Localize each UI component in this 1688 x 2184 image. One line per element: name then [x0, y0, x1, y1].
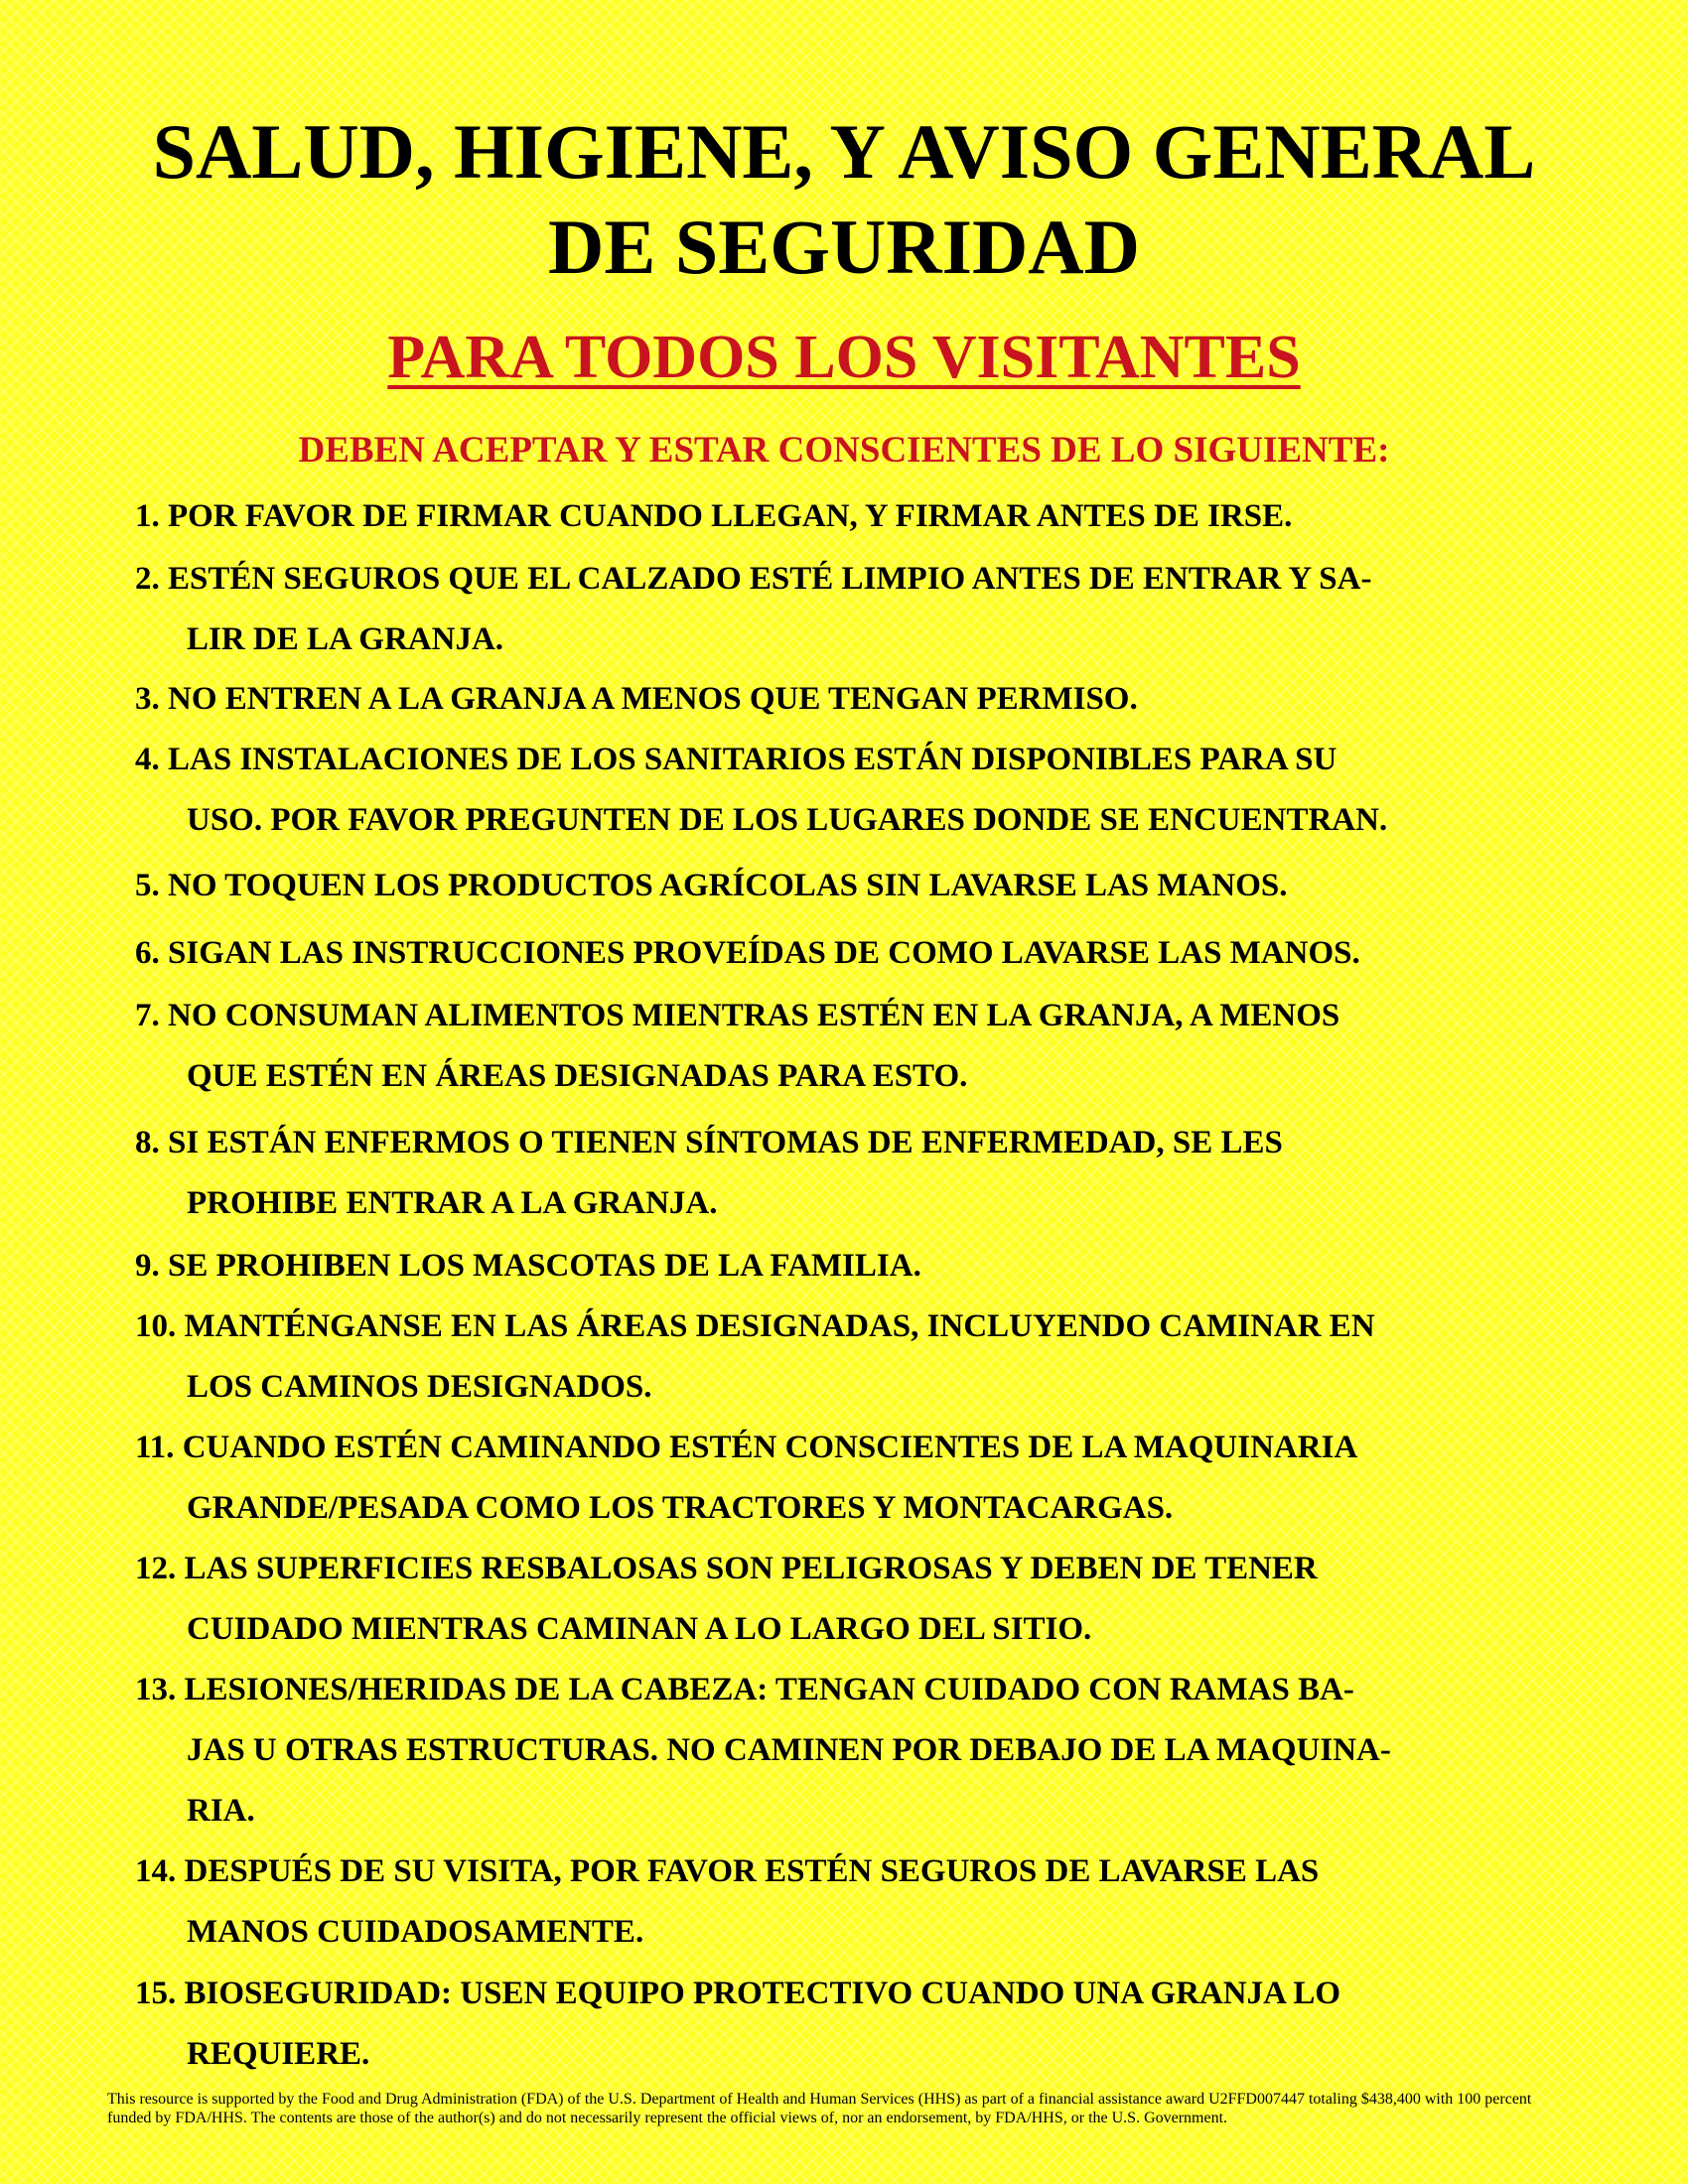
rule-number: 13. [135, 1672, 177, 1707]
title-line-1: SALUD, HIGIENE, Y AVISO GENERAL [152, 108, 1536, 195]
rule-text: SIGAN LAS INSTRUCCIONES PROVEÍDAS DE COMO LAVARSE LAS MANOS. [168, 935, 1360, 971]
rule-text: CUANDO ESTÉN CAMINANDO ESTÉN CONSCIENTES DE LA MAQUINARIA [182, 1430, 1358, 1465]
rule-text: ESTÉN SEGUROS QUE EL CALZADO ESTÉ LIMPIO ANTES DE ENTRAR Y SA- [168, 561, 1372, 597]
rule-text: LAS SUPERFICIES RESBALOSAS SON PELIGROSAS Y DEBEN DE TENER [184, 1551, 1318, 1586]
funding-disclaimer: This resource is supported by the Food and Drug Administration (FDA) of the U.S. Department of Health and Human Services (HHS) as part of a financial assistance award U2FFD007447 totaling $438,400 with 100 percent funded by FDA/HHS. The contents are those of the author(s) and do not necessarily represent the official views of, nor an endorsement, by FDA/HHS, or the U.S. Government. [107, 2091, 1532, 2126]
rule-text: NO CONSUMAN ALIMENTOS MIENTRAS ESTÉN EN LA GRANJA, A MENOS [168, 998, 1340, 1033]
rule-text: NO ENTREN A LA GRANJA A MENOS QUE TENGAN PERMISO. [168, 681, 1138, 717]
rule-text-continued: REQUIERE. [187, 2036, 370, 2072]
rule-item-3 [135, 669, 1605, 730]
rule-text-continued: LOS CAMINOS DESIGNADOS. [187, 1369, 652, 1405]
rule-text-continued: RIA. [187, 1793, 255, 1829]
rule-item-13 [135, 1660, 1605, 1842]
rule-number: 12. [135, 1551, 177, 1586]
rule-number: 14. [135, 1853, 177, 1889]
poster-title [0, 104, 1688, 295]
rule-text: SI ESTÁN ENFERMOS O TIENEN SÍNTOMAS DE ENFERMEDAD, SE LES [168, 1125, 1283, 1160]
rule-item-10 [135, 1297, 1605, 1418]
rule-text-continued: USO. POR FAVOR PREGUNTEN DE LOS LUGARES DONDE SE ENCUENTRAN. [187, 802, 1388, 838]
rule-item-8 [135, 1113, 1605, 1234]
rule-number: 3. [135, 681, 160, 717]
rule-text-continued: MANOS CUIDADOSAMENTE. [187, 1914, 644, 1950]
rule-text-continued: GRANDE/PESADA COMO LOS TRACTORES Y MONTACARGAS. [187, 1490, 1174, 1526]
rule-text-continued: CUIDADO MIENTRAS CAMINAN A LO LARGO DEL SITIO. [187, 1611, 1092, 1647]
rule-text-continued: JAS U OTRAS ESTRUCTURAS. NO CAMINEN POR DEBAJO DE LA MAQUINA- [187, 1732, 1391, 1768]
rule-text: SE PROHIBEN LOS MASCOTAS DE LA FAMILIA. [168, 1248, 921, 1284]
rule-item-11 [135, 1418, 1605, 1539]
rule-text: LAS INSTALACIONES DE LOS SANITARIOS ESTÁN DISPONIBLES PARA SU [168, 742, 1337, 777]
rule-item-4 [135, 730, 1605, 851]
rule-item-5 [135, 856, 1605, 916]
rule-number: 1. [135, 498, 160, 534]
rule-number: 10. [135, 1308, 177, 1344]
rule-item-1 [135, 486, 1605, 547]
rule-text: POR FAVOR DE FIRMAR CUANDO LLEGAN, Y FIRMAR ANTES DE IRSE. [168, 498, 1293, 534]
rule-number: 7. [135, 998, 160, 1033]
rule-text: NO TOQUEN LOS PRODUCTOS AGRÍCOLAS SIN LAVARSE LAS MANOS. [168, 868, 1288, 903]
rule-text-continued: PROHIBE ENTRAR A LA GRANJA. [187, 1185, 718, 1221]
rule-item-12 [135, 1539, 1605, 1660]
rule-item-15 [135, 1964, 1605, 2085]
rule-text-continued: QUE ESTÉN EN ÁREAS DESIGNADAS PARA ESTO. [187, 1058, 968, 1094]
rule-text: MANTÉNGANSE EN LAS ÁREAS DESIGNADAS, INCLUYENDO CAMINAR EN [184, 1308, 1375, 1344]
rule-number: 5. [135, 868, 160, 903]
rule-item-2 [135, 549, 1605, 670]
rule-number: 8. [135, 1125, 160, 1160]
rule-item-14 [135, 1842, 1605, 1963]
poster-subtitle: PARA TODOS LOS VISITANTES [387, 324, 1301, 391]
rule-item-7 [135, 986, 1605, 1107]
rule-text: DESPUÉS DE SU VISITA, POR FAVOR ESTÉN SEGUROS DE LAVARSE LAS [184, 1853, 1320, 1889]
rule-number: 4. [135, 742, 160, 777]
rule-text: LESIONES/HERIDAS DE LA CABEZA: TENGAN CUIDADO CON RAMAS BA- [184, 1672, 1354, 1707]
rule-number: 2. [135, 561, 160, 597]
rule-number: 15. [135, 1976, 177, 2011]
rule-text: BIOSEGURIDAD: USEN EQUIPO PROTECTIVO CUANDO UNA GRANJA LO [184, 1976, 1341, 2011]
rule-text-continued: LIR DE LA GRANJA. [187, 621, 504, 657]
intro-statement: DEBEN ACEPTAR Y ESTAR CONSCIENTES DE LO SIGUIENTE: [298, 430, 1390, 471]
title-line-2: DE SEGURIDAD [548, 204, 1140, 290]
rule-number: 11. [135, 1430, 175, 1465]
rule-item-9 [135, 1236, 1605, 1297]
rule-number: 6. [135, 935, 160, 971]
rule-item-6 [135, 923, 1605, 984]
rule-number: 9. [135, 1248, 160, 1284]
